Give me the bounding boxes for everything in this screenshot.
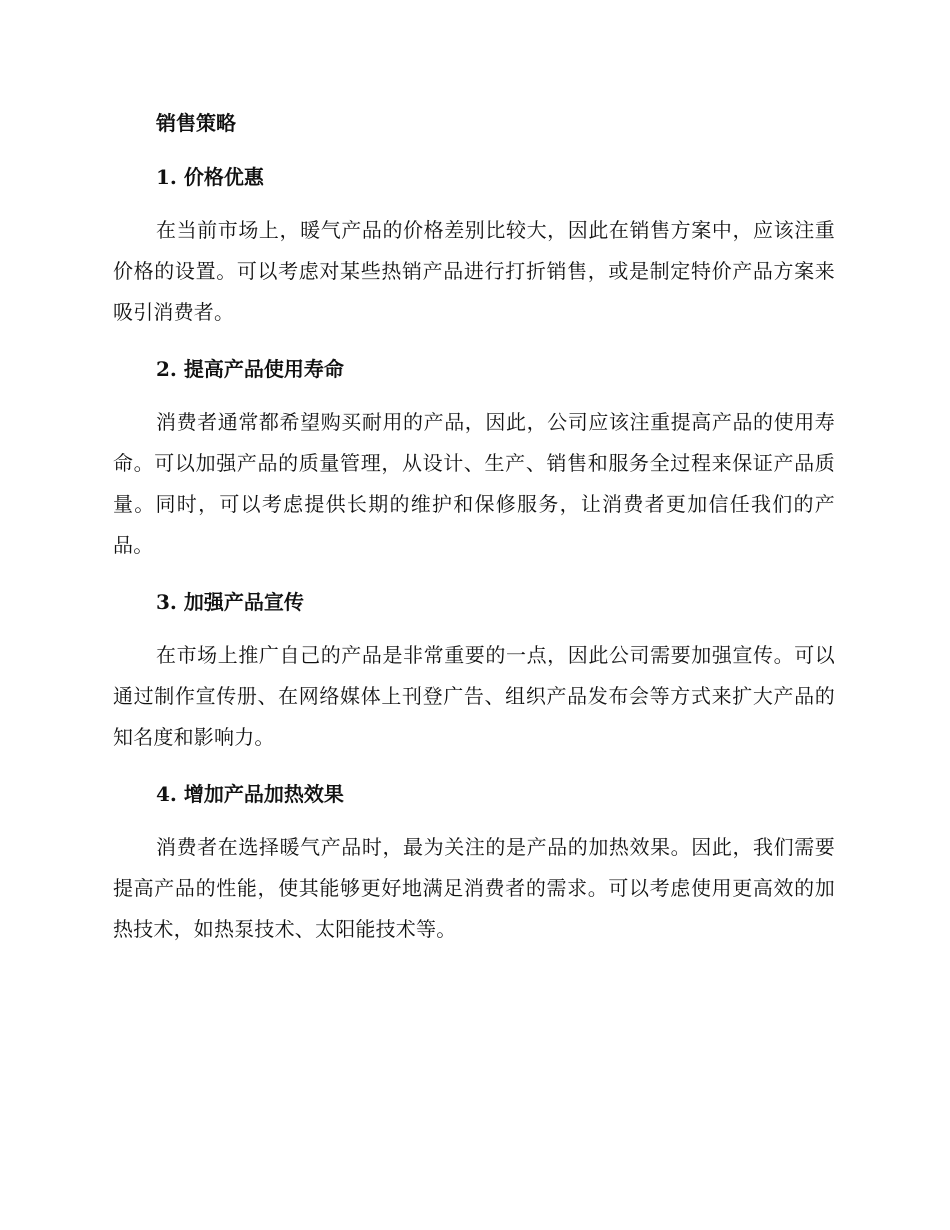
section-body: 消费者在选择暖气产品时，最为关注的是产品的加热效果。因此，我们需要提高产品的性能，使其能够更好地满足消费者的需求。可以考虑使用更高效的加热技术，如热泵技术、太阳能技术等。: [113, 835, 835, 941]
section-body: 在当前市场上，暖气产品的价格差别比较大，因此在销售方案中，应该注重价格的设置。可以考虑对某些热销产品进行打折销售，或是制定特价产品方案来吸引消费者。: [113, 218, 835, 324]
section-body: 在市场上推广自己的产品是非常重要的一点，因此公司需要加强宣传。可以通过制作宣传册、在网络媒体上刊登广告、组织产品发布会等方式来扩大产品的知名度和影响力。: [113, 643, 835, 749]
section-heating-effect: [113, 779, 835, 950]
section-body: 消费者通常都希望购买耐用的产品，因此，公司应该注重提高产品的使用寿命。可以加强产品的质量管理，从设计、生产、销售和服务全过程来保证产品质量。同时，可以考虑提供长期的维护和保修服务，让消费者更加信任我们的产品。: [113, 410, 835, 557]
document-title: 销售策略: [156, 111, 236, 135]
section-heading: 4. 增加产品加热效果: [156, 782, 344, 806]
section-promotion: [113, 587, 835, 758]
section-heading: 2. 提高产品使用寿命: [156, 357, 344, 381]
section-heading: 1. 价格优惠: [156, 165, 264, 189]
section-price: [113, 162, 835, 333]
section-heading: 3. 加强产品宣传: [156, 590, 304, 614]
document-page: [113, 108, 835, 971]
section-lifespan: [113, 354, 835, 566]
